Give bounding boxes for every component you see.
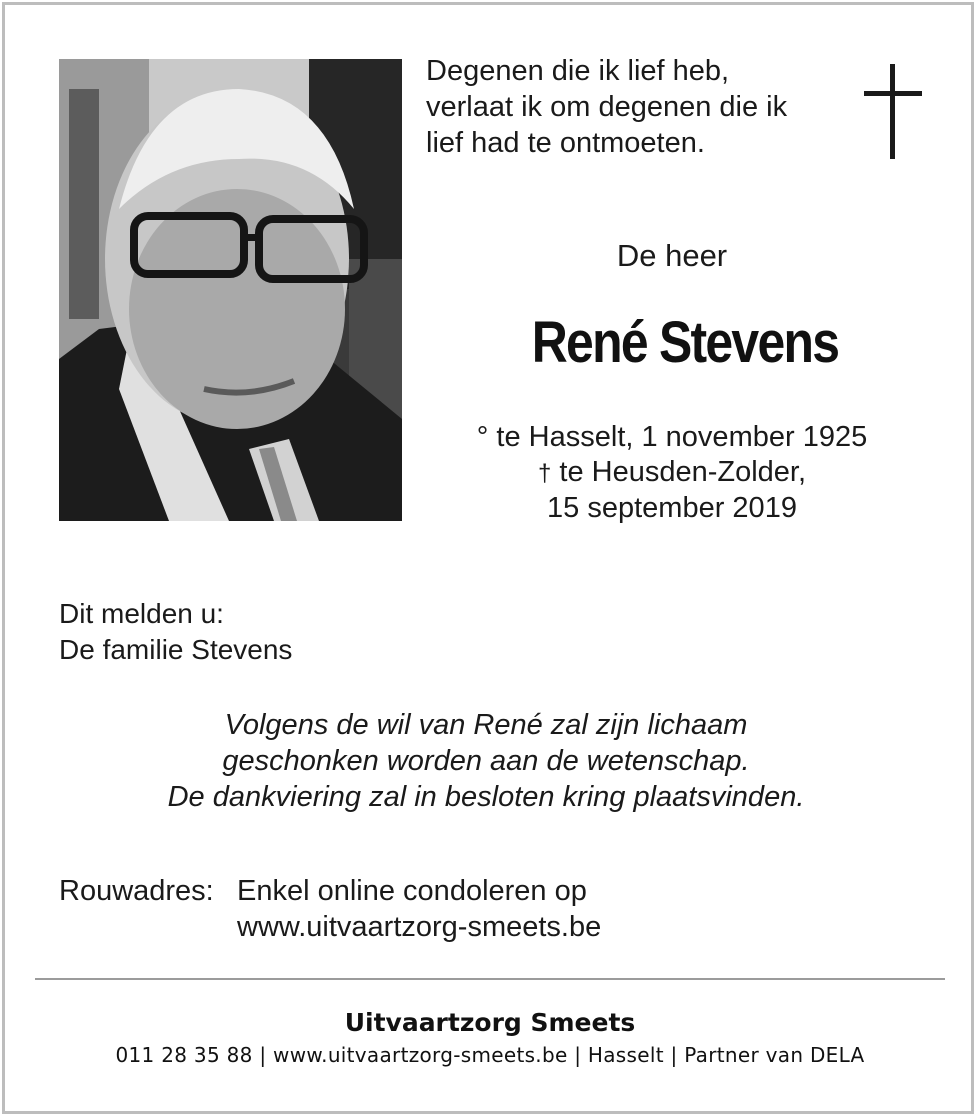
cross-icon [864,64,922,160]
deceased-name: René Stevens [531,310,839,375]
birth-line: ° te Hasselt, 1 november 1925 [476,421,868,453]
funeral-home-name: Uitvaartzorg Smeets [344,1008,636,1037]
address-line: Enkel online condoleren op [237,875,587,907]
death-place: te Heusden-Zolder, [551,456,807,488]
condolence-address [59,873,759,945]
verse-line: verlaat ik om degenen die ik [426,91,788,123]
dagger-icon: † [537,460,552,487]
address-website: www.uitvaartzorg-smeets.be [237,911,602,943]
address-label: Rouwadres: [59,875,214,907]
verse-line: Degenen die ik lief heb, [426,55,730,87]
donation-note [60,707,912,815]
portrait-photo [59,59,402,521]
note-line: geschonken worden aan de wetenschap. [222,745,750,777]
announcement-line: Dit melden u: [59,598,224,629]
honorific: De heer [616,238,728,273]
announcement [59,596,479,668]
funeral-home-contact: 011 28 35 88 | www.uitvaartzorg-smeets.be | Hasselt | Partner van DELA [115,1043,865,1067]
death-date: 15 september 2019 [547,492,797,524]
verse [426,53,846,161]
death-line [440,455,904,491]
verse-line: lief had te ontmoeten. [426,127,705,159]
announcement-line: De familie Stevens [59,634,293,665]
life-dates [440,420,904,526]
footer-divider [35,978,945,980]
note-line: Volgens de wil van René zal zijn lichaam [224,709,748,741]
note-line: De dankviering zal in besloten kring plaatsvinden. [167,781,805,813]
